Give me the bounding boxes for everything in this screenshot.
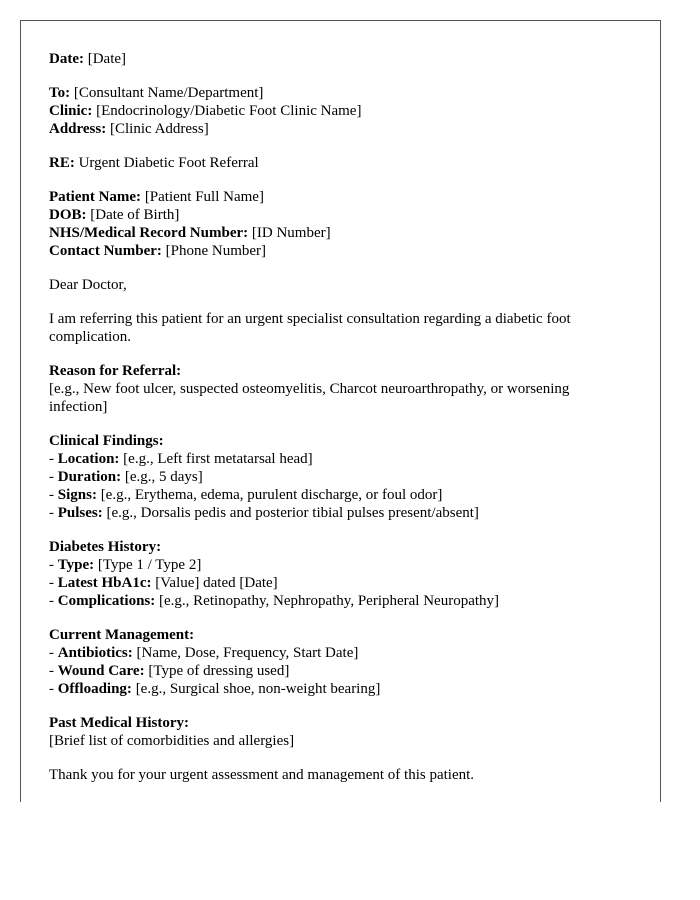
address-label: Address:	[49, 121, 107, 137]
hba1c-label: Latest HbA1c:	[57, 575, 152, 591]
type-value: [Type 1 / Type 2]	[97, 557, 202, 573]
list-item	[49, 574, 619, 592]
complications-value: [e.g., Retinopathy, Nephropathy, Peripheral Neuropathy]	[159, 593, 500, 609]
intro-text: I am referring this patient for an urgent specialist consultation regarding a diabetic foot complication.	[49, 311, 571, 345]
nhs-number-label: NHS/Medical Record Number:	[49, 225, 249, 241]
location-value: [e.g., Left first metatarsal head]	[123, 451, 313, 467]
past-history-heading: Past Medical History:	[49, 715, 189, 731]
list-item	[49, 592, 619, 610]
to-label: To:	[49, 85, 71, 101]
list-item	[49, 504, 619, 522]
offloading-label: Offloading:	[57, 681, 132, 697]
address-line	[49, 120, 619, 138]
past-history-section	[49, 714, 619, 750]
to-value: [Consultant Name/Department]	[73, 85, 264, 101]
current-management-section	[49, 626, 619, 698]
pulses-value: [e.g., Dorsalis pedis and posterior tibial pulses present/absent]	[106, 505, 479, 521]
complications-label: Complications:	[57, 593, 156, 609]
patient-name-line	[49, 188, 619, 206]
patient-section	[49, 188, 619, 260]
re-line	[49, 154, 619, 172]
clinic-value: [Endocrinology/Diabetic Foot Clinic Name]	[96, 103, 362, 119]
offloading-value: [e.g., Surgical shoe, non-weight bearing]	[135, 681, 381, 697]
dob-value: [Date of Birth]	[90, 207, 180, 223]
past-history-text: [Brief list of comorbidities and allergies]	[49, 733, 295, 749]
wound-care-value: [Type of dressing used]	[148, 663, 290, 679]
reason-section	[49, 362, 619, 416]
clinic-line	[49, 102, 619, 120]
address-value: [Clinic Address]	[109, 121, 209, 137]
date-label: Date:	[49, 51, 84, 67]
closing-section	[49, 766, 619, 784]
reason-heading: Reason for Referral:	[49, 363, 182, 379]
list-item-prefix: -	[49, 557, 58, 573]
hba1c-value: [Value] dated [Date]	[155, 575, 278, 591]
diabetes-history-section	[49, 538, 619, 610]
pulses-label: Pulses:	[57, 505, 103, 521]
nhs-number-value: [ID Number]	[251, 225, 331, 241]
contact-number-label: Contact Number:	[49, 243, 162, 259]
patient-name-value: [Patient Full Name]	[144, 189, 264, 205]
closing-text: Thank you for your urgent assessment and management of this patient.	[49, 767, 475, 783]
list-item-prefix: -	[49, 681, 58, 697]
list-item-prefix: -	[49, 487, 58, 503]
date-line	[49, 50, 619, 68]
current-management-heading: Current Management:	[49, 627, 195, 643]
clinical-findings-heading: Clinical Findings:	[49, 433, 164, 449]
list-item-prefix: -	[49, 575, 58, 591]
date-value: [Date]	[87, 51, 127, 67]
antibiotics-label: Antibiotics:	[57, 645, 133, 661]
dob-line	[49, 206, 619, 224]
date-section	[49, 50, 619, 68]
contact-number-value: [Phone Number]	[165, 243, 267, 259]
signs-label: Signs:	[57, 487, 97, 503]
list-item-prefix: -	[49, 505, 58, 521]
list-item	[49, 468, 619, 486]
nhs-number-line	[49, 224, 619, 242]
list-item-prefix: -	[49, 469, 58, 485]
antibiotics-value: [Name, Dose, Frequency, Start Date]	[136, 645, 359, 661]
type-label: Type:	[57, 557, 95, 573]
patient-name-label: Patient Name:	[49, 189, 142, 205]
dob-label: DOB:	[49, 207, 87, 223]
contact-number-line	[49, 242, 619, 260]
location-label: Location:	[57, 451, 120, 467]
recipient-section	[49, 84, 619, 138]
list-item-prefix: -	[49, 593, 58, 609]
clinic-label: Clinic:	[49, 103, 93, 119]
list-item	[49, 644, 619, 662]
re-label: RE:	[49, 155, 75, 171]
salutation-text: Dear Doctor,	[49, 277, 127, 293]
reason-text: [e.g., New foot ulcer, suspected osteomyelitis, Charcot neuroarthropathy, or worsening infection]	[49, 381, 570, 415]
to-line	[49, 84, 619, 102]
intro-paragraph	[49, 310, 619, 346]
wound-care-label: Wound Care:	[57, 663, 145, 679]
list-item	[49, 556, 619, 574]
list-item	[49, 662, 619, 680]
salutation	[49, 276, 619, 294]
subject-section	[49, 154, 619, 172]
duration-value: [e.g., 5 days]	[124, 469, 203, 485]
list-item-prefix: -	[49, 451, 58, 467]
signs-value: [e.g., Erythema, edema, purulent discharge, or foul odor]	[100, 487, 443, 503]
duration-label: Duration:	[57, 469, 122, 485]
re-value: Urgent Diabetic Foot Referral	[78, 155, 259, 171]
list-item	[49, 680, 619, 698]
list-item	[49, 486, 619, 504]
clinical-findings-section	[49, 432, 619, 522]
referral-letter	[20, 20, 661, 802]
list-item-prefix: -	[49, 645, 58, 661]
list-item-prefix: -	[49, 663, 58, 679]
diabetes-history-heading: Diabetes History:	[49, 539, 162, 555]
list-item	[49, 450, 619, 468]
